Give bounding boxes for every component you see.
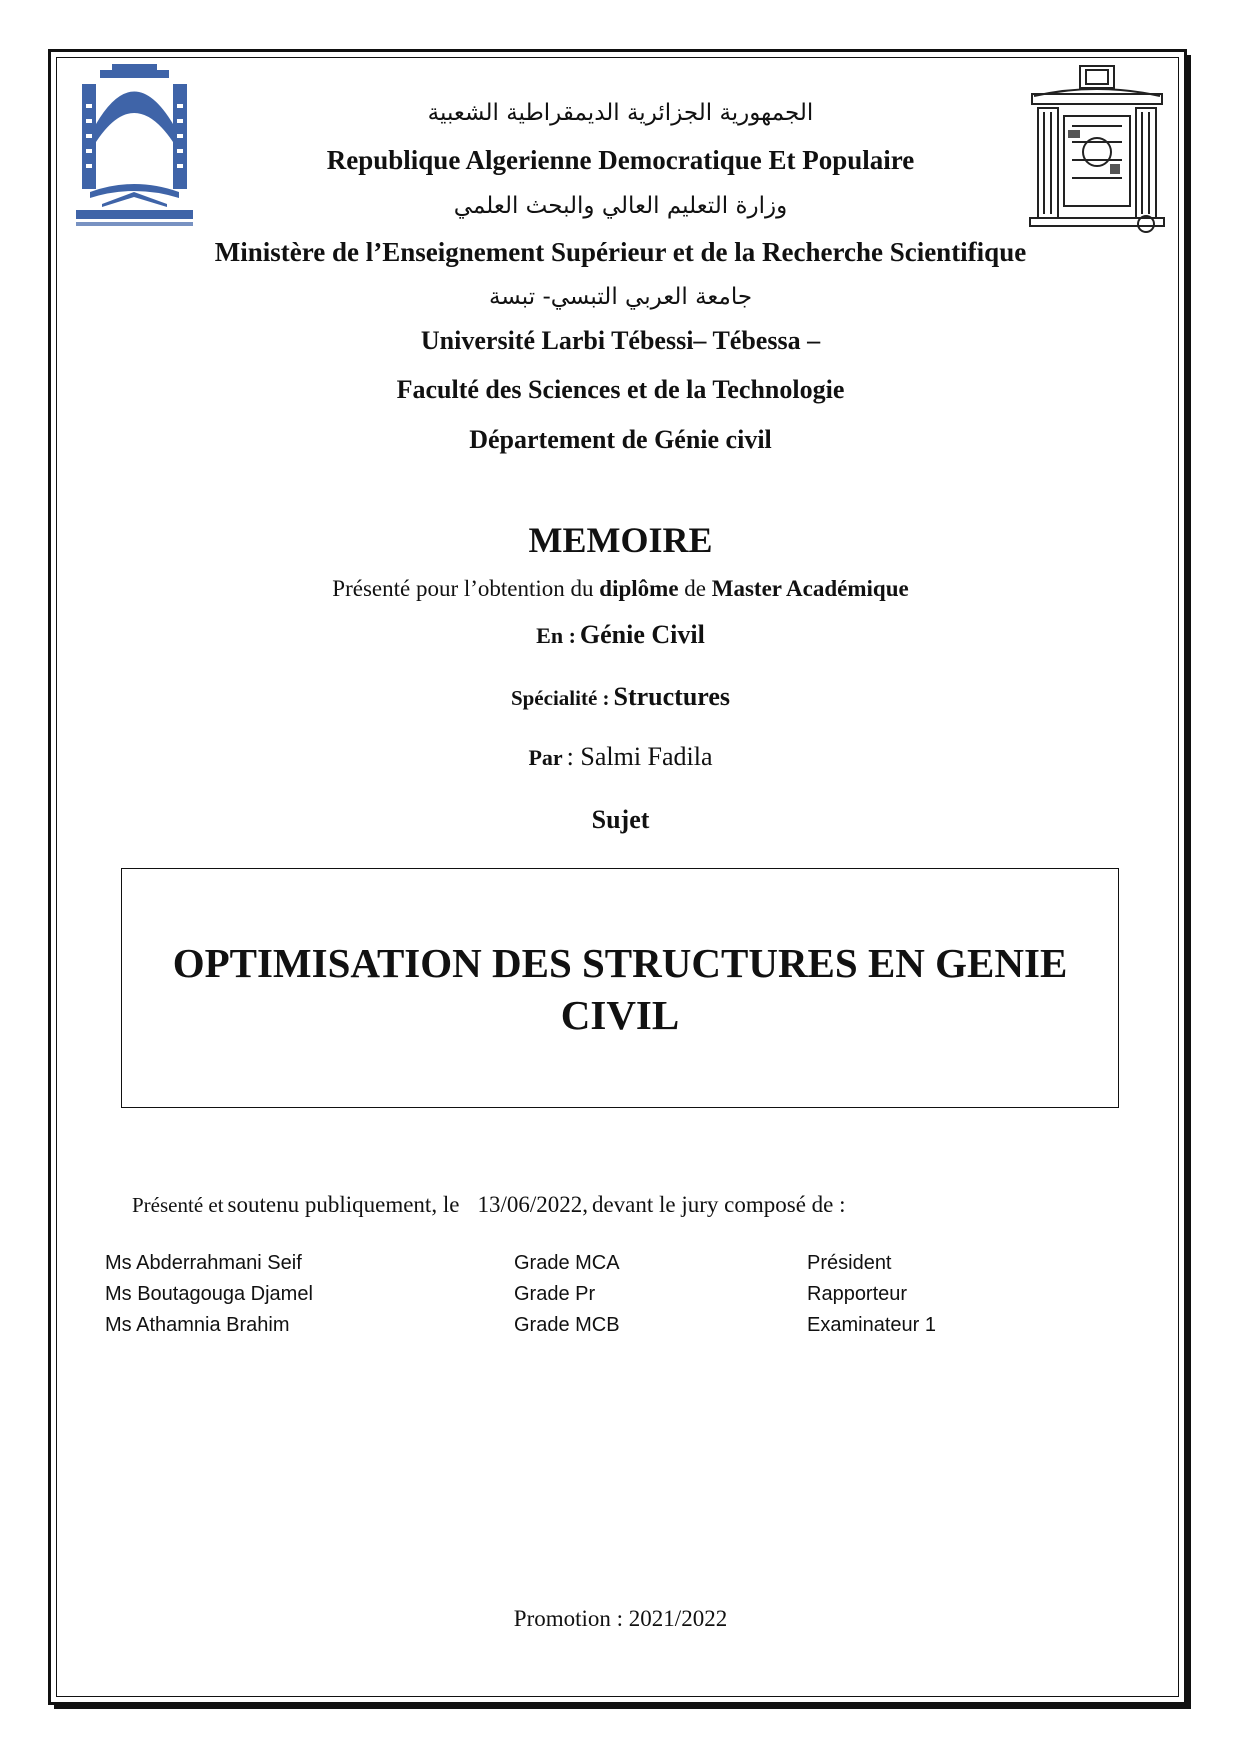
defense-date: 13/06/2022, xyxy=(477,1192,588,1217)
jury-name: Ms Abderrahmani Seif xyxy=(105,1252,302,1274)
header-arabic-ministry: وزارة التعليم العالي والبحث العلمي xyxy=(453,193,788,219)
header-faculty: Faculté des Sciences et de la Technologie xyxy=(396,375,845,404)
header-department: Département de Génie civil xyxy=(469,425,772,454)
memoire-presented-line xyxy=(0,576,1241,602)
speciality-label: Spécialité : xyxy=(510,686,610,710)
subject-title-line2: CIVIL xyxy=(560,992,680,1038)
header-arabic-university: جامعة العربي التبسي- تبسة xyxy=(488,284,753,310)
jury-grade: Grade Pr xyxy=(514,1283,596,1305)
page-border-shadow-bottom xyxy=(54,1705,1191,1709)
subject-label: Sujet xyxy=(591,805,650,834)
defense-prefix: Présenté et xyxy=(132,1193,224,1217)
subject-title xyxy=(121,937,1119,1041)
subject-title-line1: OPTIMISATION DES STRUCTURES EN GENIE xyxy=(172,940,1068,986)
defense-suffix: devant le jury composé de : xyxy=(591,1192,846,1217)
diploma-word: diplôme xyxy=(599,576,679,601)
promotion: Promotion : 2021/2022 xyxy=(513,1606,728,1631)
memoire-author-line xyxy=(0,742,1241,772)
header-ministry: Ministère de l’Enseignement Supérieur et de la Recherche Scientifique xyxy=(214,237,1027,267)
memoire-field-line xyxy=(0,620,1241,650)
presented-mid: de xyxy=(684,576,706,601)
jury-name: Ms Boutagouga Djamel xyxy=(105,1283,313,1305)
field-value: Génie Civil xyxy=(579,620,705,649)
defense-text: soutenu publiquement, le xyxy=(227,1192,460,1217)
jury-grade: Grade MCB xyxy=(514,1314,620,1336)
jury-role: Président xyxy=(807,1252,892,1274)
jury-name: Ms Athamnia Brahim xyxy=(105,1314,290,1336)
jury-grade: Grade MCA xyxy=(514,1252,620,1274)
author-label: Par xyxy=(528,745,563,770)
memoire-speciality-line xyxy=(0,682,1241,712)
header-republic: Republique Algerienne Democratique Et Populaire xyxy=(326,145,915,175)
presented-prefix: Présenté pour l’obtention du xyxy=(332,576,594,601)
defense-line xyxy=(132,1192,846,1218)
field-label: En : xyxy=(536,623,576,648)
header-arabic-republic: الجمهورية الجزائرية الديمقراطية الشعبية xyxy=(427,100,814,126)
author-value: : Salmi Fadila xyxy=(566,742,713,771)
speciality-value: Structures xyxy=(613,682,731,711)
master-degree: Master Académique xyxy=(711,576,909,601)
jury-role: Examinateur 1 xyxy=(807,1314,936,1336)
header-university: Université Larbi Tébessi– Tébessa – xyxy=(420,326,821,355)
jury-role: Rapporteur xyxy=(807,1283,908,1305)
memoire-title: MEMOIRE xyxy=(528,520,713,560)
